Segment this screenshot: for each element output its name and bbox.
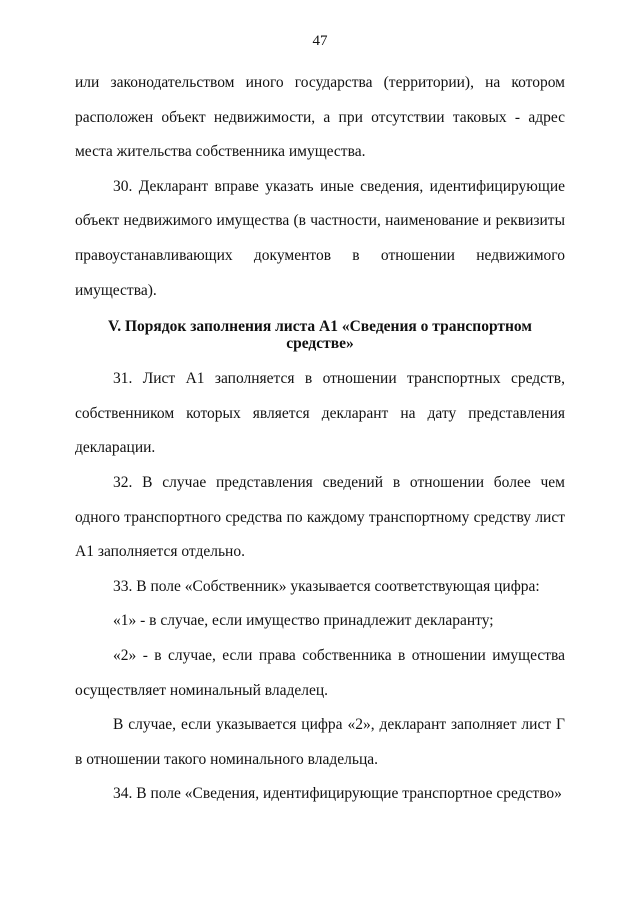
- document-body: [75, 66, 565, 812]
- page-number: 47: [312, 33, 328, 49]
- paragraph-continuation: или законодательством иного государства (территории), на котором расположен объект недвижимости, а при отсутствии таковых - адрес места жительства собственника имущества.: [75, 74, 565, 161]
- paragraph-31: 31. Лист А1 заполняется в отношении транспортных средств, собственником которых является декларант на дату представления декларации.: [75, 370, 565, 457]
- section-heading: V. Порядок заполнения листа А1 «Сведения о транспортном средстве»: [108, 318, 532, 353]
- paragraph-33: 33. В поле «Собственник» указывается соответствующая цифра:: [113, 577, 540, 595]
- paragraph-30: 30. Декларант вправе указать иные сведения, идентифицирующие объект недвижимого имущества (в частности, наименование и реквизиты правоустанавливающих документов в отношении недвижимого имущества).: [75, 177, 565, 299]
- paragraph-33-option-2: «2» - в случае, если права собственника в отношении имущества осуществляет номинальный владелец.: [75, 646, 565, 699]
- paragraph-32: 32. В случае представления сведений в отношении более чем одного транспортного средства по каждому транспортному средству лист А1 заполняется отдельно.: [75, 473, 565, 561]
- paragraph-33-option-1: «1» - в случае, если имущество принадлежит декларанту;: [113, 612, 494, 630]
- paragraph-33-note: В случае, если указывается цифра «2», декларант заполняет лист Г в отношении такого номинального владельца.: [75, 716, 565, 768]
- paragraph-34: 34. В поле «Сведения, идентифицирующие транспортное средство»: [113, 785, 562, 803]
